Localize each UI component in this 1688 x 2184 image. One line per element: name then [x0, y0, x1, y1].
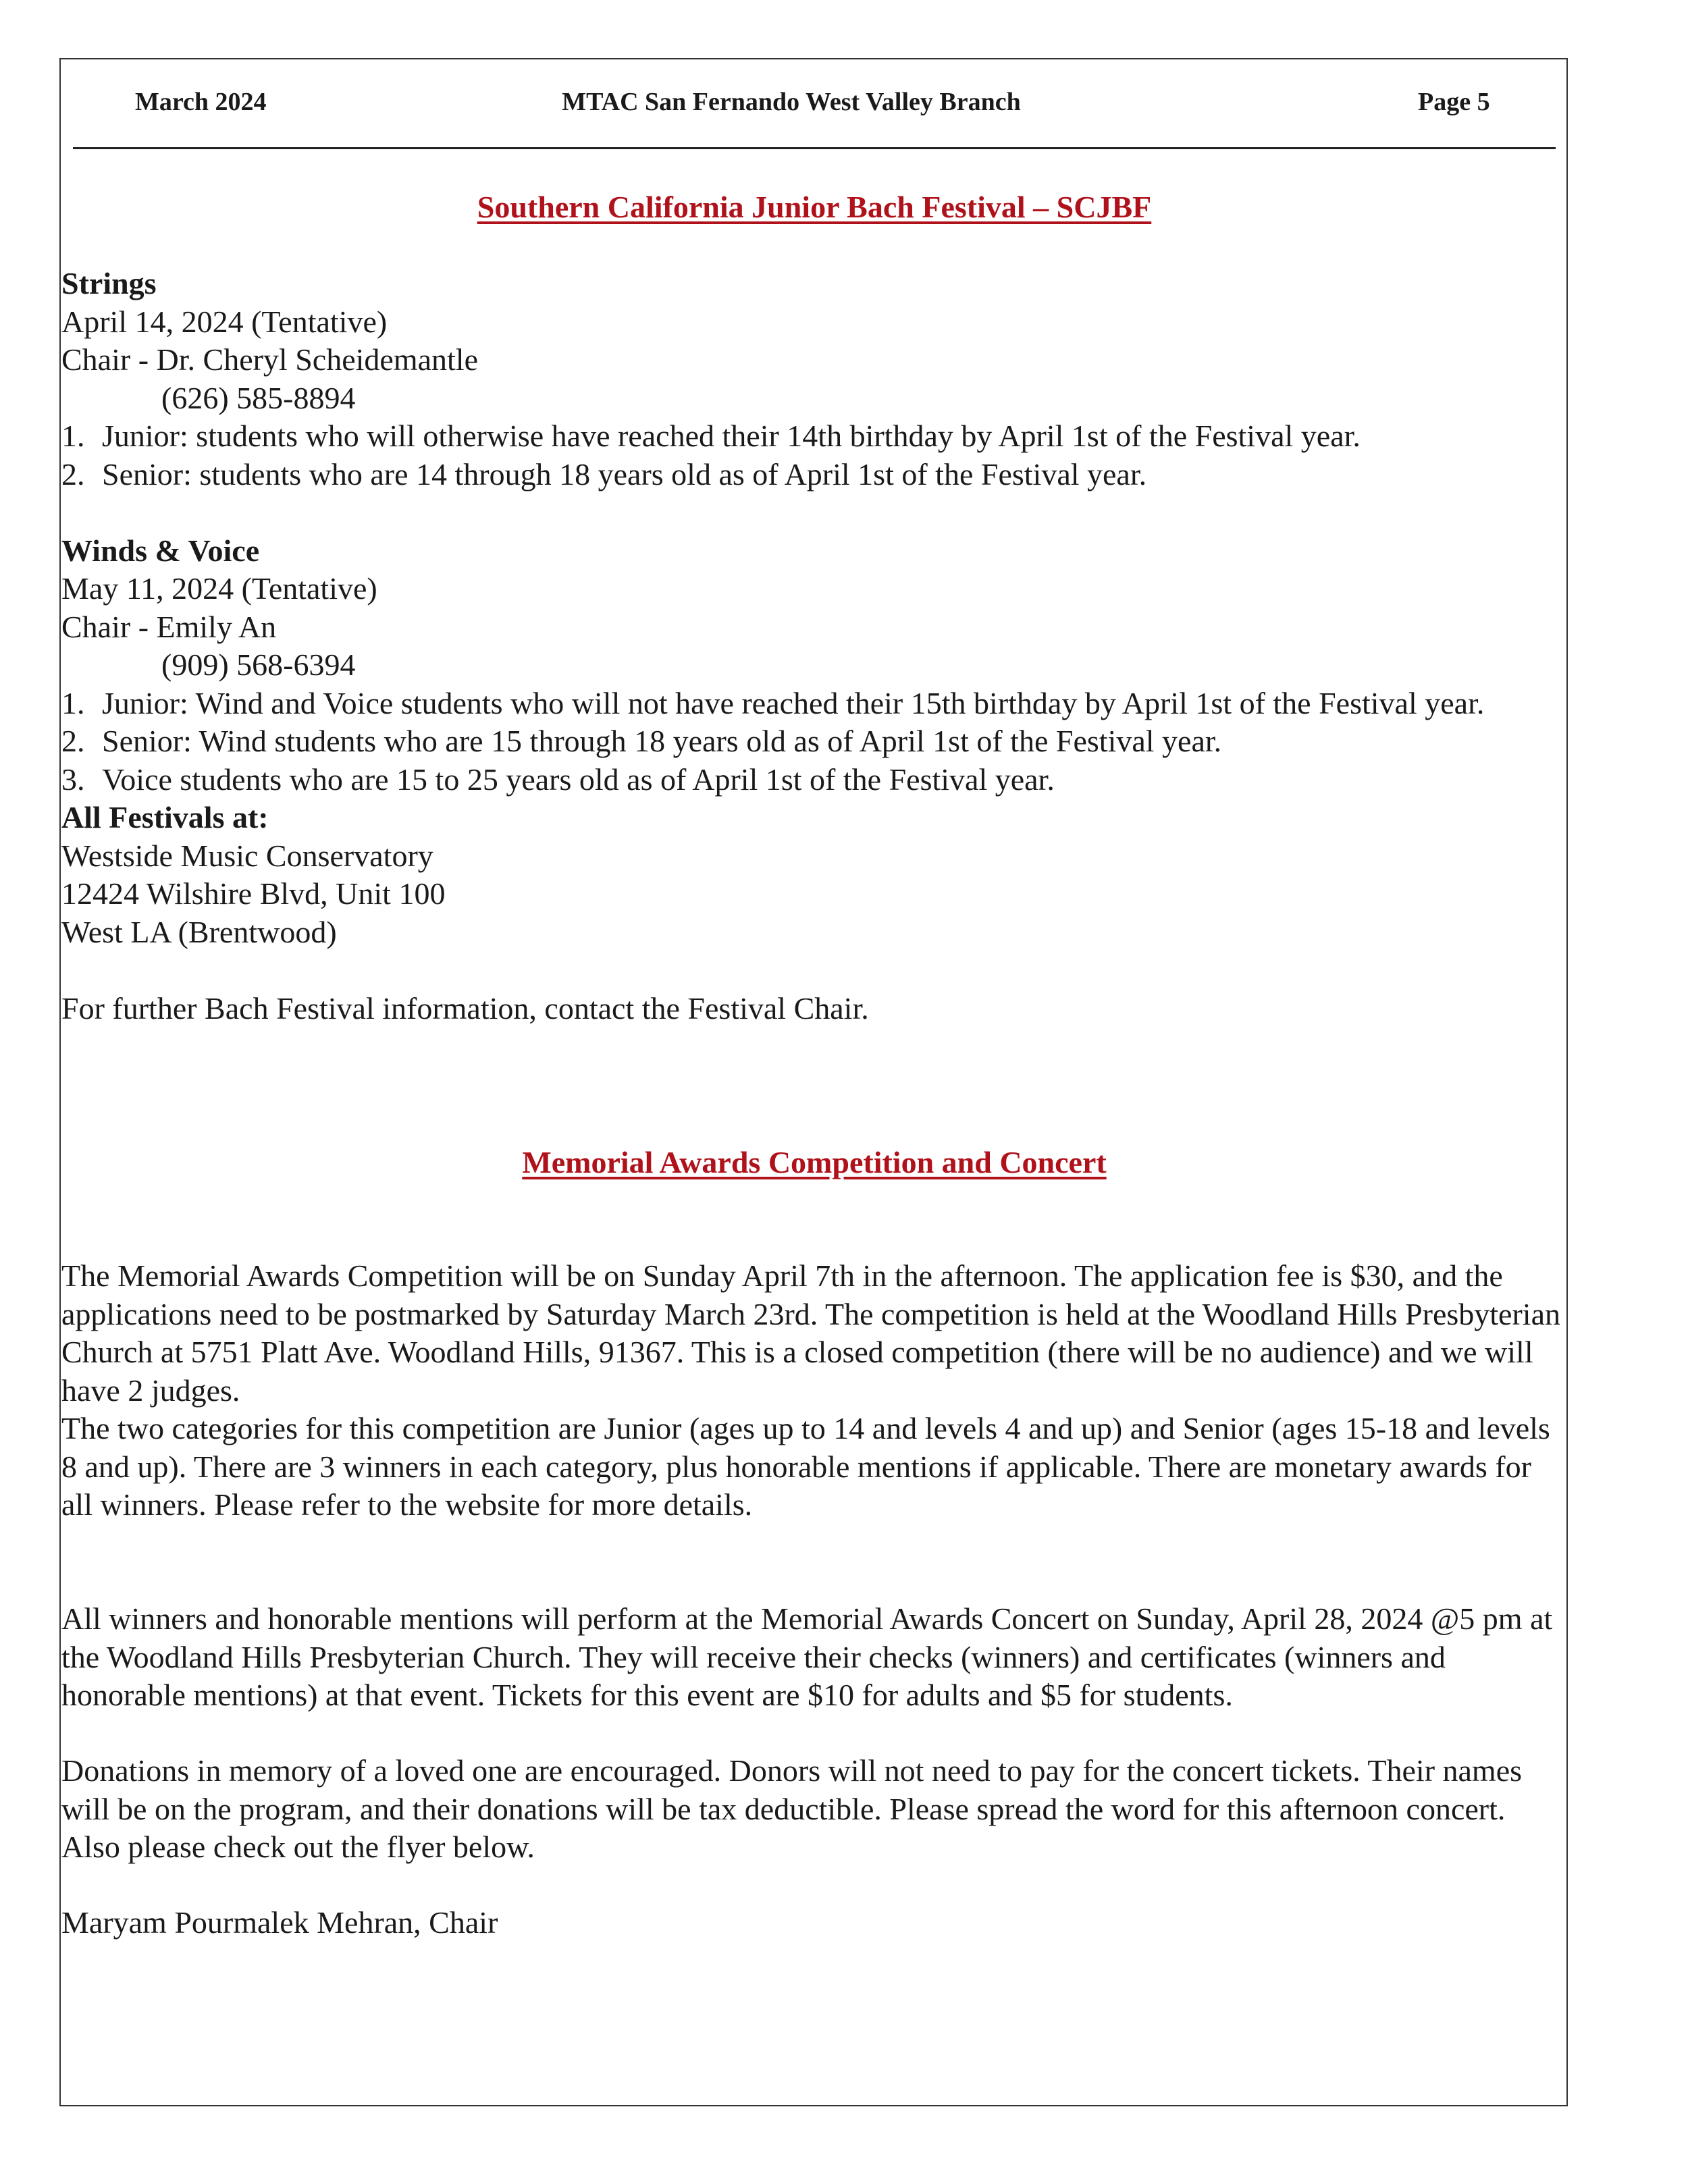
bach-festival-section — [61, 265, 1560, 1028]
memorial-signature: Maryam Pourmalek Mehran, Chair — [61, 1905, 498, 1940]
strings-date: April 14, 2024 (Tentative) — [61, 304, 388, 339]
header-rule — [73, 147, 1556, 149]
strings-phone: (626) 585-8894 — [161, 380, 356, 415]
winds-date: May 11, 2024 (Tentative) — [61, 571, 377, 606]
memorial-paragraph-3: All winners and honorable mentions will perform at the Memorial Awards Concert on Sunday, April 28, 2024 @5 pm at the Woodland Hills Presbyterian Church. They will receive their checks (winners) and certificates (winners and honorable mentions) at that event. Tickets for this event are $10 for adults and $5 for students. — [61, 1601, 1553, 1712]
venue-area: West LA (Brentwood) — [61, 914, 337, 949]
memorial-paragraph-1: The Memorial Awards Competition will be on Sunday April 7th in the afternoon. The application fee is $30, and the applications need to be postmarked by Saturday March 23rd. The competition is held at the Woodland Hills Presbyterian Church at 5751 Platt Ave. Woodland Hills, 91367. This is a closed competition (there will be no audience) and we will have 2 judges. — [61, 1258, 1560, 1408]
venue-label: All Festivals at: — [61, 800, 269, 834]
winds-item-junior: 1. Junior: Wind and Voice students who will not have reached their 15th birthday by April 1st of the Festival year. — [61, 685, 1485, 720]
header-date: March 2024 — [135, 88, 267, 116]
bach-festival-heading: Southern California Junior Bach Festival – SCJBF — [477, 190, 1152, 224]
memorial-paragraph-2: The two categories for this competition are Junior (ages up to 14 and levels 4 and up) and Senior (ages 15-18 and levels 8 and up). There are 3 winners in each category, plus honorable mentions if applicable. There are monetary awards for all winners. Please refer to the website for more details. — [61, 1411, 1550, 1522]
venue-address: 12424 Wilshire Blvd, Unit 100 — [61, 876, 446, 911]
memorial-paragraph-4: Donations in memory of a loved one are encouraged. Donors will not need to pay for the concert tickets. Their names will be on the program, and their donations will be tax deductible. Please spread the word for this afternoon concert. Also please check out the flyer below. — [61, 1753, 1523, 1864]
strings-chair: Chair - Dr. Cheryl Scheidemantle — [61, 342, 479, 377]
strings-title: Strings — [61, 266, 157, 300]
winds-title: Winds & Voice — [61, 533, 260, 568]
memorial-awards-heading: Memorial Awards Competition and Concert — [522, 1145, 1107, 1179]
bach-contact-note: For further Bach Festival information, contact the Festival Chair. — [61, 990, 869, 1026]
winds-chair: Chair - Emily An — [61, 609, 277, 644]
header-page-number: Page 5 — [1418, 88, 1490, 116]
winds-phone: (909) 568-6394 — [161, 647, 356, 682]
strings-item-senior: 2. Senior: students who are 14 through 18 years old as of April 1st of the Festival year. — [61, 456, 1147, 491]
header-title: MTAC San Fernando West Valley Branch — [562, 88, 1021, 116]
winds-item-senior: 2. Senior: Wind students who are 15 through 18 years old as of April 1st of the Festival year. — [61, 724, 1222, 758]
winds-item-voice: 3. Voice students who are 15 to 25 years old as of April 1st of the Festival year. — [61, 762, 1055, 797]
venue-name: Westside Music Conservatory — [61, 838, 433, 873]
strings-item-junior: 1. Junior: students who will otherwise have reached their 14th birthday by April 1st of the Festival year. — [61, 419, 1361, 453]
